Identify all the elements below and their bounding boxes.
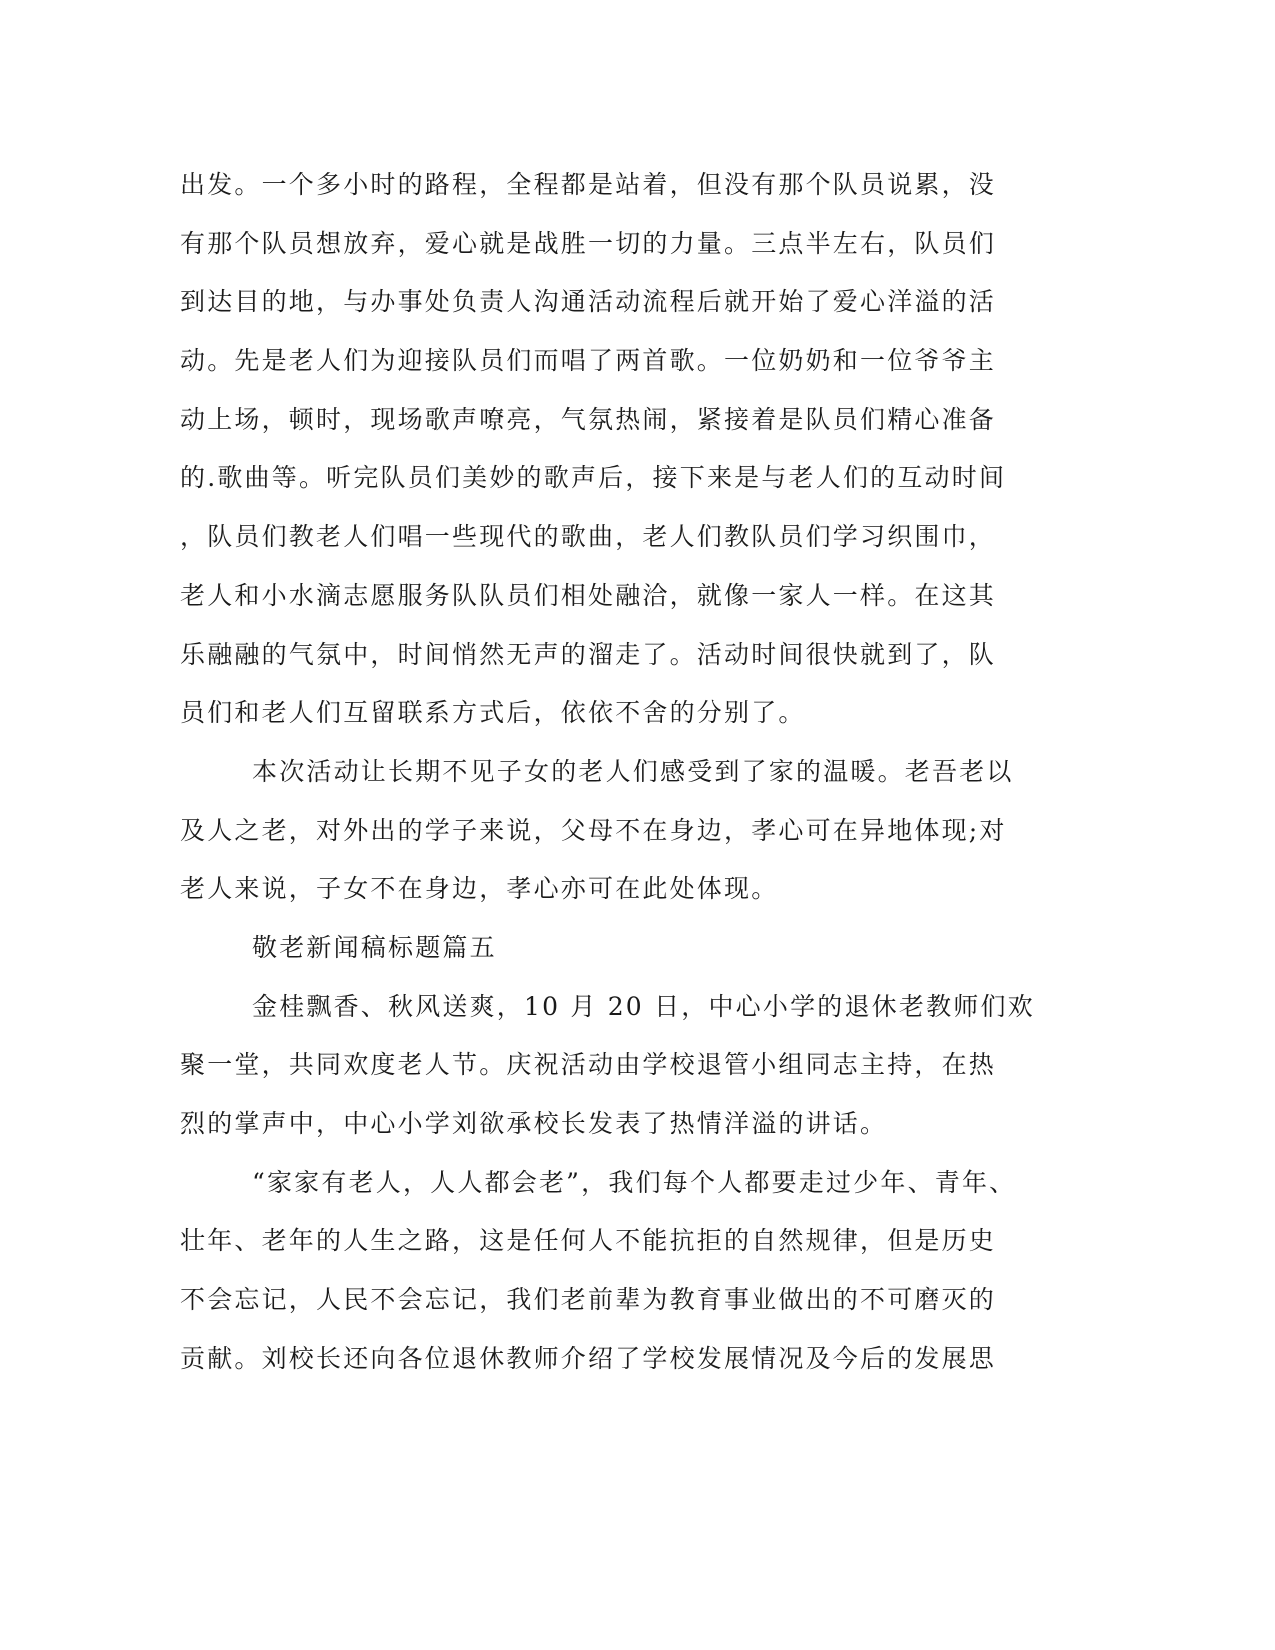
text-line: 出发。一个多小时的路程，全程都是站着，但没有那个队员说累，没 [180,170,997,199]
text-line: ，队员们教老人们唱一些现代的歌曲，老人们教队员们学习织围巾， [180,522,997,552]
text-line: 乐融融的气氛中，时间悄然无声的溜走了。活动时间很快就到了，队 [180,639,997,669]
text-line: 动。先是老人们为迎接队员们而唱了两首歌。一位奶奶和一位爷爷主 [180,346,997,376]
text-line: 及人之老，对外出的学子来说，父母不在身边，孝心可在异地体现;对 [180,815,1007,845]
section-heading: 敬老新闻稿标题篇五 [252,932,497,962]
paragraph-first-line: 本次活动让长期不见子女的老人们感受到了家的温暖。老吾老以 [252,756,1014,786]
text-line: 的.歌曲等。听完队员们美妙的歌声后，接下来是与老人们的互动时间 [180,463,1007,493]
text-line: 动上场，顿时，现场歌声嘹亮，气氛热闹，紧接着是队员们精心准备 [180,404,997,434]
text-line: 聚一堂，共同欢度老人节。庆祝活动由学校退管小组同志主持，在热 [180,1050,997,1080]
text-line: 老人来说，子女不在身边，孝心亦可在此处体现。 [180,874,779,904]
text-line: 老人和小水滴志愿服务队队员们相处融洽，就像一家人一样。在这其 [180,580,997,610]
paragraph-first-line: “家家有老人，人人都会老”，我们每个人都要走过少年、青年、 [252,1167,1017,1197]
text-line: 不会忘记，人民不会忘记，我们老前辈为教育事业做出的不可磨灭的 [180,1285,997,1315]
paragraph-first-line: 金桂飘香、秋风送爽，10 月 20 日，中心小学的退休老教师们欢 [252,991,1035,1021]
text-line: 贡献。刘校长还向各位退休教师介绍了学校发展情况及今后的发展思 [180,1343,997,1373]
text-line: 有那个队员想放弃，爱心就是战胜一切的力量。三点半左右，队员们 [180,228,997,258]
text-line: 员们和老人们互留联系方式后，依依不舍的分别了。 [180,698,806,728]
text-line: 到达目的地，与办事处负责人沟通活动流程后就开始了爱心洋溢的活 [180,287,997,317]
text-line: 烈的掌声中，中心小学刘欲承校长发表了热情洋溢的讲话。 [180,1109,888,1138]
document-body [180,156,1080,1388]
text-line: 壮年、老年的人生之路，这是任何人不能抗拒的自然规律，但是历史 [180,1226,997,1256]
